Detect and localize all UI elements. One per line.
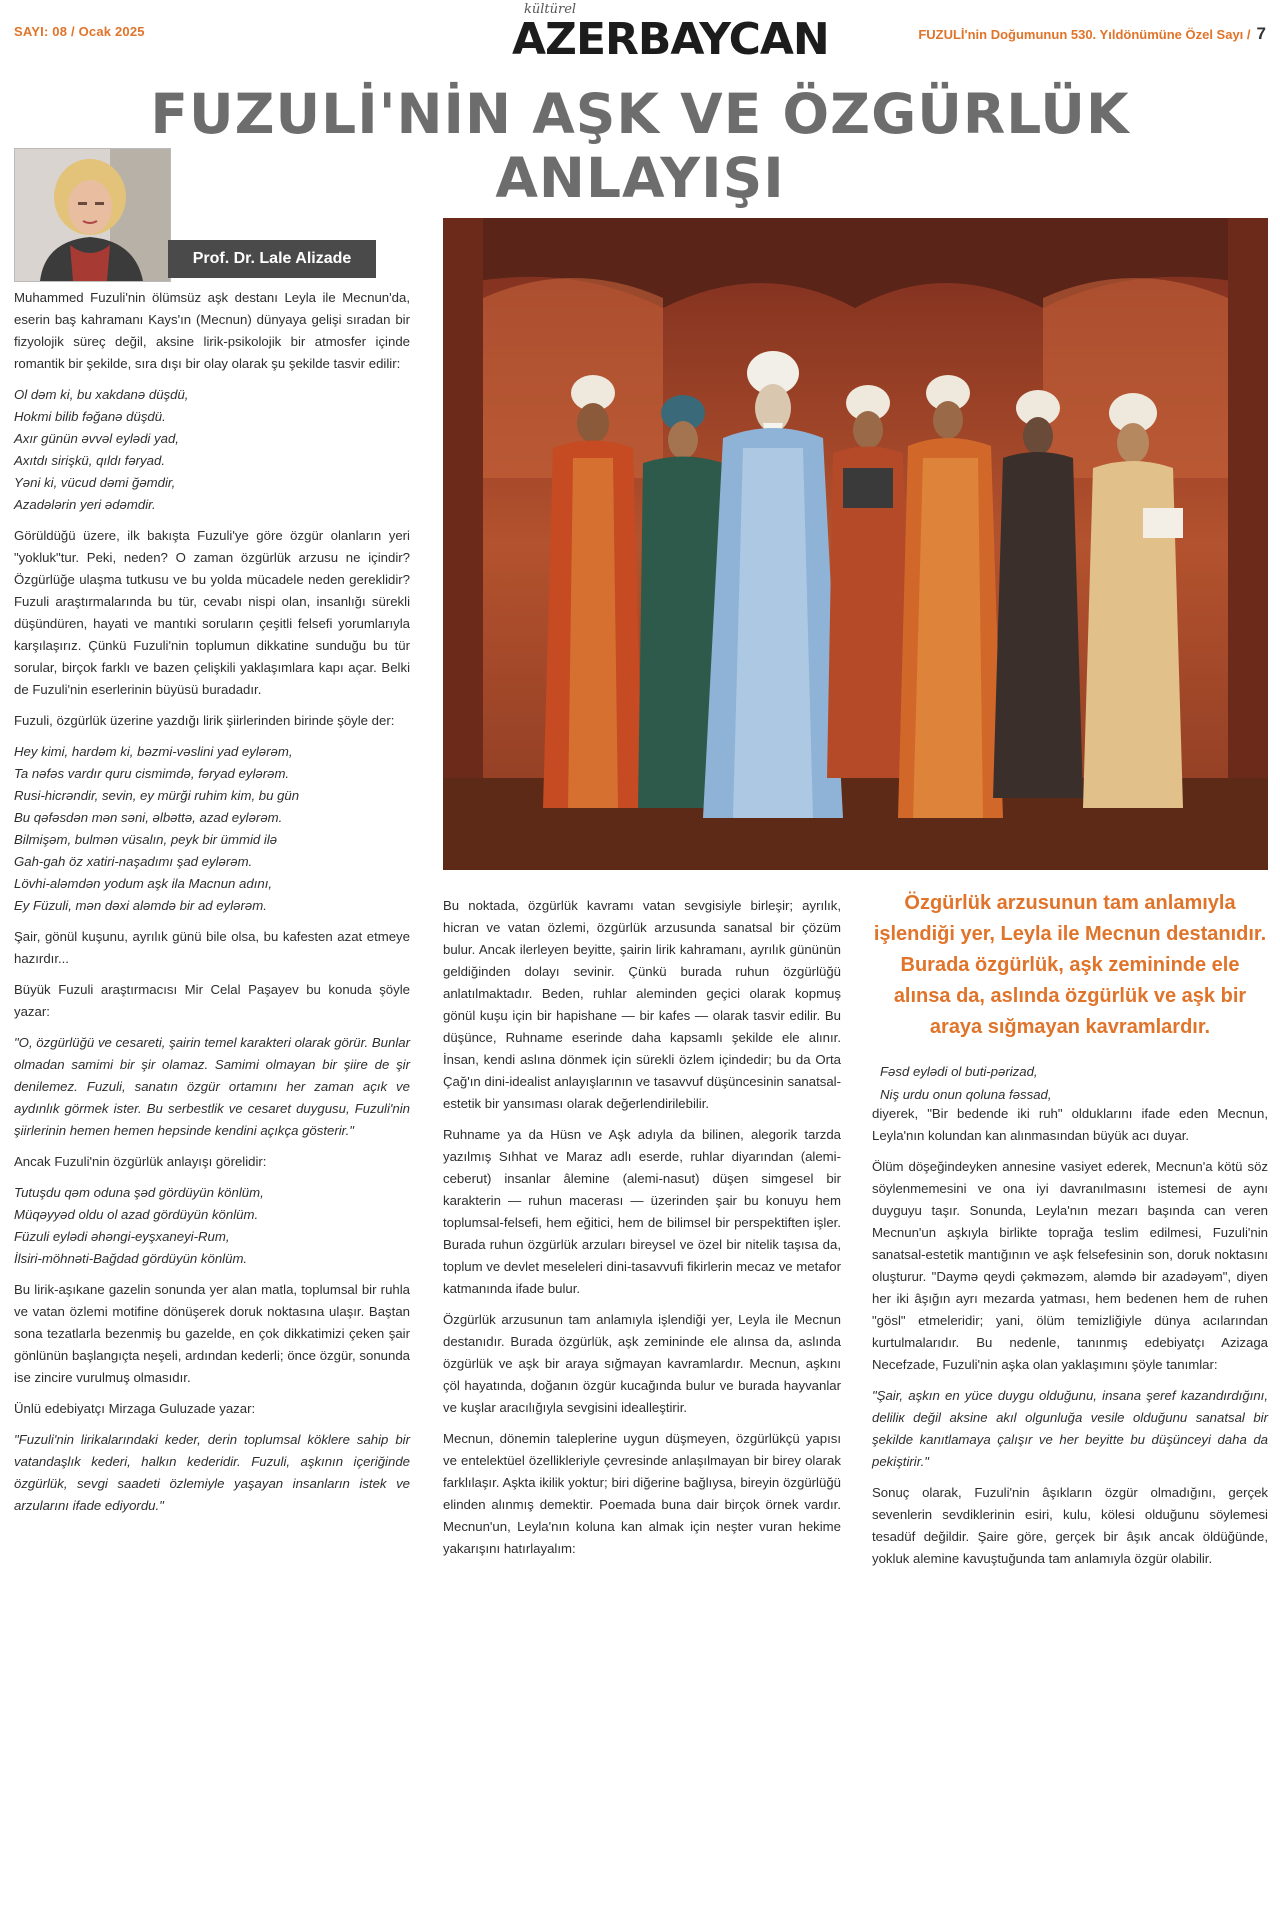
column-2 <box>443 895 841 1569</box>
paragraph: Ruhname ya da Hüsn ve Aşk adıyla da bilinen, alegorik tarzda yazılmış Sıhhat ve Maraz adlı eserde, ruhlar diyarından (alemi-ceberut) insanlar âlemine (alemi-nasut) düşen simgesel bir karakterin — ruhun macerası — üzerinden şair bu konuyu hem toplumsal-felsefi, hem eğitici, hem de bilimsel bir perspektiften işler. Burada ruhun özgürlük arzuları bireysel ve özel bir nitelik taşısa da, toplum ve devlet meseleleri dini-tasavvufi fikirlerin mecaz ve metafor katmanında ifade bulur. <box>443 1127 841 1296</box>
poem-line: Niş urdu onun qoluna fəssad, <box>880 1087 1052 1102</box>
poem-line: Müqəyyəd oldu ol azad gördüyün könlüm. <box>14 1207 259 1222</box>
poem-line: Yəni ki, vücud dəmi ğəmdir, <box>14 475 176 490</box>
paragraph: Ancak Fuzuli'nin özgürlük anlayışı görelidir: <box>14 1154 267 1169</box>
magazine-logo <box>512 2 829 72</box>
poem-3 <box>14 1182 410 1270</box>
poem-line: Gah-gah öz xatiri-naşadımı şad eylərəm. <box>14 854 253 869</box>
poem-line: Bu qəfəsdən mən səni, əlbəttə, azad eylərəm. <box>14 810 283 825</box>
issue-info: SAYI: 08 / Ocak 2025 <box>14 24 145 39</box>
author-byline: Prof. Dr. Lale Alizade <box>168 240 376 278</box>
paragraph: Bu lirik-aşıkane gazelin sonunda yer alan matla, toplumsal bir ruhla ve vatan özlemi motifine dönüşerek doruk noktasına ulaşır. Baştan sona tezatlarla bezenmiş bu gazelde, en çok dikkatimizi çeken şair gönlünün başlangıçta neşeli, ardından kederli; önce özgür, sonunda ise zincire vurulmuş olmasıdır. <box>14 1282 410 1385</box>
poem-line: Tutuşdu qəm oduna şəd gördüyün könlüm, <box>14 1185 264 1200</box>
poem-col3 <box>880 1060 1260 1106</box>
paragraph: Mecnun, dönemin taleplerine uygun düşmeyen, özgürlükçü yapısı ve entelektüel özellikleriyle çevresinde anlaşılmayan bir birey olarak farklılaşır. Aşkta ikilik yoktur; biri diğerine bağlıysa, bireyin özgürlüğü elinden alınmış demektir. Poemada buna dair birçok örnek vardır. Mecnun'un, Leyla'nın koluna kan almak için neşter vuran hekime yakarışını hatırlayalım: <box>443 1431 841 1556</box>
poem-line: Rusi-hicrəndir, sevin, ey mürği ruhim kim, bu gün <box>14 788 300 803</box>
pull-quote: Özgürlük arzusunun tam anlamıyla işlendiği yer, Leyla ile Mecnun destanıdır. Burada özgürlük, aşk zemininde ele alınsa da, aslında özgürlük ve aşk bir araya sığmayan kavramlardır. <box>873 892 1267 1038</box>
quote: "Şair, aşkın en yüce duygu olduğunu, insana şeref kazandırdığını, deliliк değil aksine akıl olgunluğa vesile olduğunu sanatsal bir şekilde kanıtlamaya çalışır ve her beyitte bu düşünceyi daha da pekiştirir." <box>872 1388 1268 1469</box>
author-portrait <box>14 148 171 282</box>
paragraph: diyerek, "Bir bedende iki ruh" olduklarını ifade eden Mecnun, Leyla'nın kolundan kan alınmasından büyük acı duyar. <box>872 1106 1268 1143</box>
poem-line: Ol dəm ki, bu xakdanə düşdü, <box>14 387 189 402</box>
quote: "Fuzuli'nin lirikalarındaki keder, derin toplumsal köklere sahip bir vatandaşlık kederi, halkın kederidir. Fuzuli, aşkının içeriğinde özgürlük, sevgi saadeti özlemiyle yaşayan insanların istek ve arzularını ifade ediyordu." <box>14 1432 410 1513</box>
poem-line: Axıtdı sirişkü, qıldı fəryad. <box>14 453 165 468</box>
paragraph: Fuzuli, özgürlük üzerine yazdığı lirik şiirlerinden birinde şöyle der: <box>14 713 395 728</box>
poem-line: Ta nəfəs vardır quru cismimdə, fəryad eylərəm. <box>14 766 290 781</box>
poem-line: Füzuli eylədi əhəngi-eyşxaneyi-Rum, <box>14 1229 230 1244</box>
poem-line: Fəsd eylədi ol buti-pərizad, <box>880 1064 1038 1079</box>
poem-line: Ey Füzuli, mən dəxi aləmdə bir ad eylərəm. <box>14 898 267 913</box>
poem-line: Azadələrin yeri ədəmdir. <box>14 497 156 512</box>
poem-line: Bilmişəm, bulmən vüsalın, peyk bir ümmid ilə <box>14 832 278 847</box>
paragraph: Ünlü edebiyatçı Mirzaga Guluzade yazar: <box>14 1401 256 1416</box>
quote: "O, özgürlüğü ve cesareti, şairin temel karakteri olarak görür. Bunlar olmadan samimi bir şir olamaz. Samimi olmayan bir şiire de şir denilemez. Fuzuli, sanatın özgür ortamını her zaman açık ve aydınlık görmek ister. Bu serbestlik ve cesaret duygusu, Fuzuli'nin şiirlerinin hemen hemen hepsinde kendini açıkça gösterir." <box>14 1035 410 1138</box>
paragraph: Şair, gönül kuşunu, ayrılık günü bile olsa, bu kafesten azat etmeye hazırdır... <box>14 929 410 966</box>
poem-line: İlsiri-möhnəti-Bağdad gördüyün könlüm. <box>14 1251 248 1266</box>
special-issue-text: FUZULİ'nin Doğumunun 530. Yıldönümüne Özel Sayı / <box>918 27 1251 42</box>
column-1 <box>14 287 410 1526</box>
poem-line: Hey kimi, hardəm ki, bəzmi-vəslini yad eylərəm, <box>14 744 293 759</box>
poem-1 <box>14 384 410 516</box>
article-title: FUZULİ'NİN AŞK VE ÖZGÜRLÜK ANLAYIŞI <box>150 82 1130 210</box>
poem-line: Lövhi-aləmdən yodum aşk ila Macnun adını, <box>14 876 273 891</box>
special-issue-info <box>918 24 1266 44</box>
paragraph: Görüldüğü üzere, ilk bakışta Fuzuli'ye göre özgür olanların yeri "yokluk"tur. Peki, neden? O zaman özgürlük arzusu ne içindir? Özgürlüğe ulaşma tutkusu ve bu yolda mücadele neden gereklidir? Fuzuli araştırmalarında bu tür, cevabı nispi olan, insanlığı sürekli düşündüren, hayati ve mantıki soruların çeşitli felsefi yorumlarıyla karşılaşırız. Çünkü Fuzuli'nin toplumun dikkatine sunduğu bu tür sorular, birçok farklı ve bazen çelişkili yaklaşımlara kapı açar. Belki de Fuzuli'nin eserlerinin büyüsü buradadır. <box>14 528 410 697</box>
paragraph: Büyük Fuzuli araştırmacısı Mir Celal Paşayev bu konuda şöyle yazar: <box>14 982 410 1019</box>
logo-big: AZERBAYCAN <box>512 14 829 65</box>
poem-2 <box>14 741 410 917</box>
paragraph: Sonuç olarak, Fuzuli'nin âşıkların özgür olmadığını, gerçek sevenlerin sevdiklerinin esiri, kulu, kölesi olduğunu söylemesi tesadüf değildir. Şaire göre, gerçek bir âşık ancak öldüğünde, yokluk alemine kavuştuğunda tam anlamıyla özgür olabilir. <box>872 1485 1268 1566</box>
illustration-gathering-of-scholars <box>443 218 1268 870</box>
paragraph: Muhammed Fuzuli'nin ölümsüz aşk destanı Leyla ile Mecnun'da, eserin baş kahramanı Kays'ın (Mecnun) dünyaya gelişi sıradan bir fizyolojik süreç değil, aksine lirik-psikolojik bir atmosfer içinde romantik bir şekilde, sıra dışı bir olay olarak şu şekilde tasvir edilir: <box>14 290 410 371</box>
poem-line: Axır günün əvvəl eylədi yad, <box>14 431 179 446</box>
logo-small: kültürel <box>524 2 577 17</box>
column-3 <box>872 1103 1268 1579</box>
page-number: 7 <box>1256 24 1266 43</box>
paragraph: Ölüm döşeğindeyken annesine vasiyet ederek, Mecnun'a kötü söz söylenmemesini ve ona iyi davranılmasını istemesi de aynı duyguyu taşır. Sonunda, Leyla'nın mezarı başında can veren Mecnun'un aşkıyla birlikte toprağa teslim edilmesi, Fuzuli'nin sanatsal-estetik mantığının ve aşk felsefesinin son, doruk noktasını oluşturur. "Daymə qeydi çəkməzəm, aləmdə bir azadəyəm", diyen her iki âşığın ayrı mezarda yatması, hem bedenen hem de ruhen "gösl" etmeleridir; yani, ölüm temizliğiyle dünya acılarından kurtulmalarıdır. Bu nedenle, tanınmış edebiyatçı Azizaga Necefzade, Fuzuli'nin aşka olan yaklaşımını şöyle tanımlar: <box>872 1159 1268 1372</box>
poem-line: Hokmi bilib fəğanə düşdü. <box>14 409 166 424</box>
paragraph: Bu noktada, özgürlük kavramı vatan sevgisiyle birleşir; ayrılık, hicran ve vatan özlemi, özgürlük arzusunda sanatsal bir çözüm bulur. Ancak ilerleyen beyitte, şairin lirik kahramanı, ayrılık gününün geldiğinden dolayı sevinir. Çünkü burada ruhun özgürlüğü anlatılmaktadır. Beden, ruhlar aleminden geçici olarak kopmuş gönül kuşu için bir hapishane — bir kafes — olarak tasvir edilir. Bu düşünce, Ruhname eserinde daha kapsamlı şekilde ele alınır. İnsan, kendi aslına dönmek için sürekli özlem içindedir; bu da Orta Çağ'ın dini-idealist anlayışlarının ve tasavvuf düşüncesinin sanatsal-estetik bir yansıması olarak değerlendirilebilir. <box>443 898 841 1111</box>
paragraph: Özgürlük arzusunun tam anlamıyla işlendiği yer, Leyla ile Mecnun destanıdır. Burada özgürlük, aşk zemininde ele alınsa da, aslında özgürlük ve aşk bir araya sığmayan kavramlardır. Mecnun, aşkını çöl hayatında, doğanın özgür kucağında bulur ve burada hayvanlar ve kuşlar aracılığıyla sevgisini idealleştirir. <box>443 1312 841 1415</box>
